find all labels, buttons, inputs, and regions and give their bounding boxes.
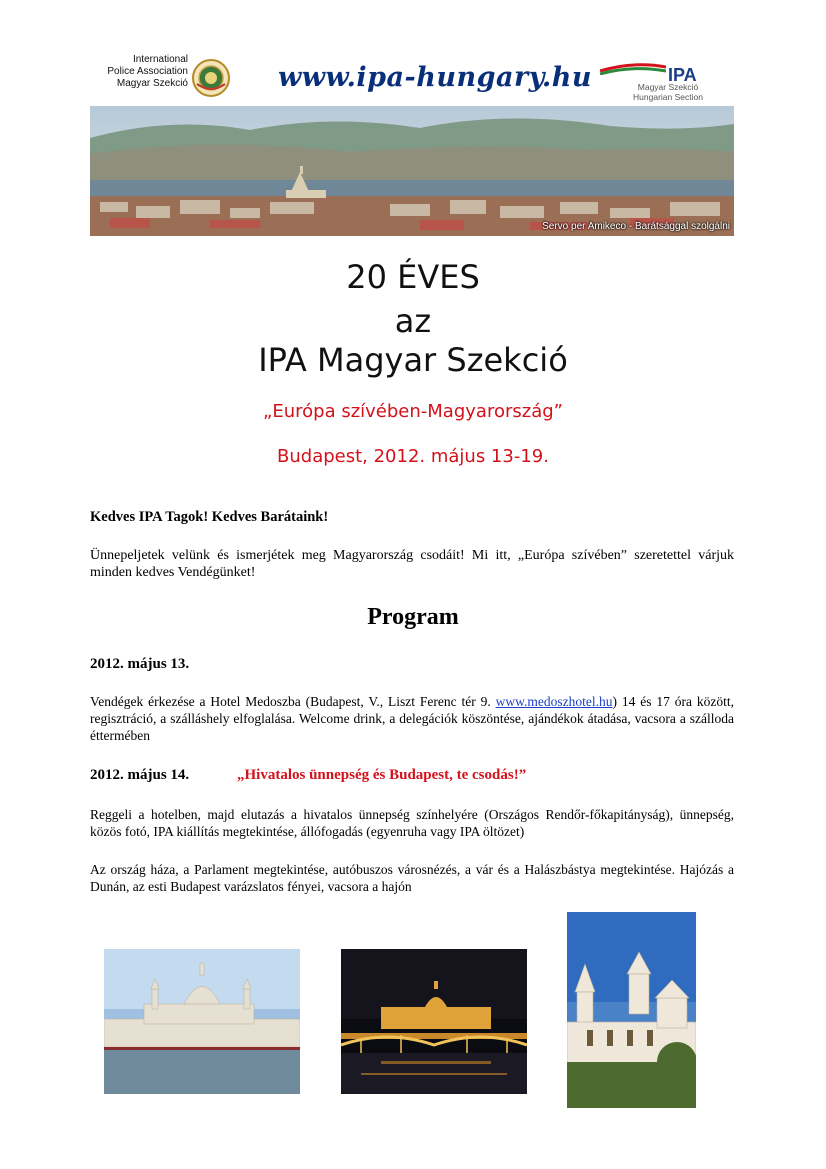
logo-sub-line1: Magyar Szekció <box>637 82 699 92</box>
day2-paragraph-2: Az ország háza, a Parlament megtekintése, autóbuszos városnézés, a vár és a Halászbástya megtekintése. Hajózás a Dunán, az esti Budapest varázslatos fényei, vacsora a hajón <box>90 862 734 894</box>
title-line-1: 20 ÉVES <box>346 258 480 296</box>
site-url[interactable]: www.ipa-hungary.hu <box>278 62 592 93</box>
org-name-line2: Police Association <box>107 66 188 77</box>
logo-subtitle <box>618 83 718 102</box>
hotel-link[interactable]: www.medoszhotel.hu <box>495 694 613 709</box>
day2-paragraph-1: Reggeli a hotelben, majd elutazás a hivatalos ünnepség színhelyére (Országos Rendőr-főkapitányság), ünnepség, közös fotó, IPA kiállítás megtekintése, állófogadás (egyenruha vagy IPA öltözet) <box>90 807 734 839</box>
intro-paragraph: Ünnepeljetek velünk és ismerjétek meg Magyarország csodáit! Mi itt, „Európa szívében” szeretettel várjuk minden kedves Vendégünket! <box>90 548 734 580</box>
logo-ipa-text: IPA <box>668 65 697 85</box>
ipa-hungary-logo <box>598 63 718 107</box>
day1-text-b: ) 14 és 17 óra között, regisztráció, a szálláshely elfoglalása. Welcome drink, a delegációk köszöntése, ajándékok átadása, vacsora a szálloda éttermében <box>90 694 734 743</box>
day2-title: „Hivatalos ünnepség és Budapest, te csodás!” <box>237 767 527 783</box>
budapest-panorama-image <box>90 106 734 236</box>
flag-swoosh-icon <box>600 63 666 75</box>
parliament-photo <box>104 949 300 1094</box>
event-subtitle: „Európa szívében-Magyarország” <box>263 401 563 422</box>
title-line-2: az <box>394 302 432 340</box>
fishermens-bastion-photo <box>567 912 696 1108</box>
org-name-line1: International <box>132 54 188 65</box>
title-line-3: IPA Magyar Szekció <box>258 341 568 379</box>
greeting: Kedves IPA Tagok! Kedves Barátaink! <box>90 509 329 525</box>
day2-date: 2012. május 14. <box>90 767 190 783</box>
day1-text-a: Vendégek érkezése a Hotel Medoszba (Budapest, V., Liszt Ferenc tér 9. <box>90 694 491 709</box>
ipa-emblem-icon <box>191 58 231 98</box>
logo-sub-line2: Hungarian Section <box>633 91 703 102</box>
event-dates: Budapest, 2012. május 13-19. <box>277 446 549 467</box>
day1-date: 2012. május 13. <box>90 656 190 672</box>
org-name-line3: Magyar Szekció <box>116 78 188 89</box>
day1-paragraph <box>90 693 734 744</box>
program-heading: Program <box>367 604 459 630</box>
buda-castle-night-photo <box>341 949 527 1094</box>
banner-motto: Servo per Amikeco - Barátsággal szolgálni <box>542 221 730 232</box>
org-name-block <box>88 54 188 90</box>
